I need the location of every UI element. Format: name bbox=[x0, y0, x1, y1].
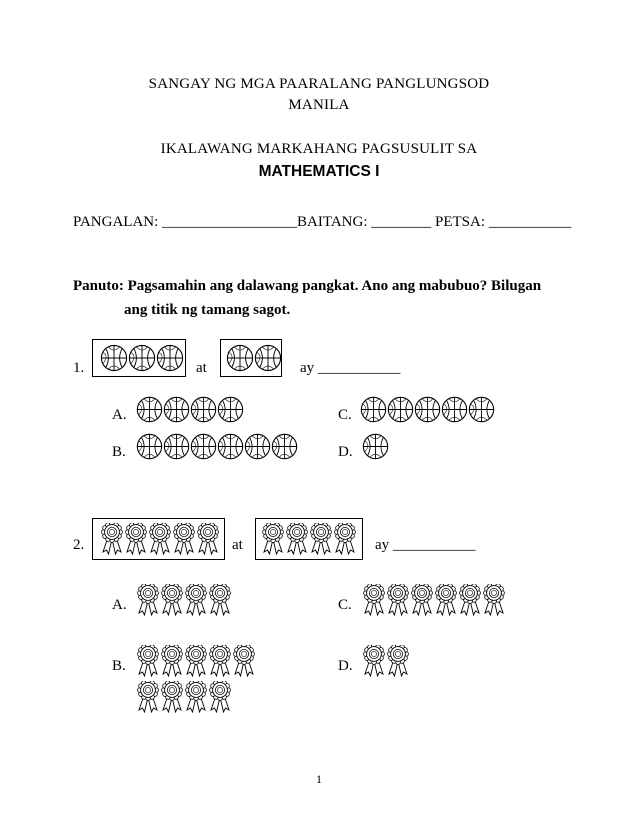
ribbon-award-icon bbox=[362, 584, 386, 616]
ribbon-award-icon bbox=[208, 645, 232, 677]
question-number: 2. bbox=[73, 537, 85, 553]
ribbon-award-icon bbox=[362, 645, 386, 677]
basketball-icon bbox=[226, 344, 254, 372]
basketball-icon bbox=[128, 344, 156, 372]
ribbon-award-icon bbox=[196, 523, 220, 555]
ribbon-award-icon bbox=[386, 645, 410, 677]
basketball-icon bbox=[254, 344, 282, 372]
ribbon-award-icon bbox=[309, 523, 333, 555]
group-icons bbox=[100, 344, 184, 372]
choice-letter[interactable]: B. bbox=[112, 658, 126, 674]
choice-letter[interactable]: C. bbox=[338, 407, 352, 423]
basketball-icon bbox=[441, 396, 468, 423]
answer-blank: ay ___________ bbox=[300, 360, 401, 376]
ribbon-award-icon bbox=[160, 681, 184, 713]
instructions-text: Pagsamahin ang dalawang pangkat. Ano ang mabubuo? Bilugan bbox=[127, 278, 542, 294]
basketball-icon bbox=[163, 396, 190, 423]
choice-letter[interactable]: D. bbox=[338, 444, 353, 460]
ribbon-award-icon bbox=[136, 681, 160, 713]
basketball-icon bbox=[468, 396, 495, 423]
basketball-icon bbox=[244, 433, 271, 460]
basketball-icon bbox=[156, 344, 184, 372]
choice-letter[interactable]: A. bbox=[112, 407, 127, 423]
ribbon-award-icon bbox=[184, 681, 208, 713]
ribbon-award-icon bbox=[333, 523, 357, 555]
ribbon-award-icon bbox=[172, 523, 196, 555]
ribbon-award-icon bbox=[434, 584, 458, 616]
basketball-icon bbox=[217, 396, 244, 423]
ribbon-award-icon bbox=[124, 523, 148, 555]
instructions-label: Panuto: bbox=[73, 278, 124, 294]
basketball-icon bbox=[387, 396, 414, 423]
choice-letter[interactable]: A. bbox=[112, 597, 127, 613]
group-icons bbox=[100, 523, 220, 555]
ribbon-award-icon bbox=[410, 584, 434, 616]
basketball-icon bbox=[190, 396, 217, 423]
question-number: 1. bbox=[73, 360, 85, 376]
ribbon-award-icon bbox=[261, 523, 285, 555]
basketball-icon bbox=[362, 433, 389, 460]
ribbon-award-icon bbox=[208, 584, 232, 616]
city-title: MANILA bbox=[288, 97, 350, 113]
ribbon-award-icon bbox=[232, 645, 256, 677]
page-number: 1 bbox=[316, 772, 322, 786]
answer-blank: ay ___________ bbox=[375, 537, 476, 553]
ribbon-award-icon bbox=[160, 645, 184, 677]
school-division-title: SANGAY NG MGA PAARALANG PANGLUNGSOD bbox=[148, 76, 490, 92]
subject-title: MATHEMATICS I bbox=[258, 163, 380, 180]
basketball-icon bbox=[136, 433, 163, 460]
basketball-icon bbox=[190, 433, 217, 460]
choice-icons[interactable] bbox=[136, 433, 298, 460]
choice-icons[interactable] bbox=[136, 396, 244, 423]
name-field-label: PANGALAN: __________________ bbox=[73, 214, 298, 230]
ribbon-award-icon bbox=[458, 584, 482, 616]
exam-title: IKALAWANG MARKAHANG PAGSUSULIT SA bbox=[160, 141, 478, 157]
ribbon-award-icon bbox=[100, 523, 124, 555]
ribbon-award-icon bbox=[148, 523, 172, 555]
instructions-line-1 bbox=[73, 278, 541, 295]
basketball-icon bbox=[360, 396, 387, 423]
choice-letter[interactable]: D. bbox=[338, 658, 353, 674]
ribbon-award-icon bbox=[208, 681, 232, 713]
choice-icons[interactable] bbox=[362, 584, 506, 616]
basketball-icon bbox=[271, 433, 298, 460]
ribbon-award-icon bbox=[184, 645, 208, 677]
grade-field-label: BAITANG: ________ bbox=[297, 214, 432, 230]
ribbon-award-icon bbox=[285, 523, 309, 555]
choice-icons[interactable] bbox=[136, 645, 261, 713]
ribbon-award-icon bbox=[160, 584, 184, 616]
date-field-label: PETSA: ___________ bbox=[435, 214, 572, 230]
basketball-icon bbox=[163, 433, 190, 460]
basketball-icon bbox=[217, 433, 244, 460]
choice-icons[interactable] bbox=[360, 396, 495, 423]
conjunction-text: at bbox=[196, 360, 207, 376]
ribbon-award-icon bbox=[386, 584, 410, 616]
ribbon-award-icon bbox=[136, 645, 160, 677]
choice-icons[interactable] bbox=[136, 584, 232, 616]
choice-letter[interactable]: C. bbox=[338, 597, 352, 613]
ribbon-award-icon bbox=[136, 584, 160, 616]
ribbon-award-icon bbox=[184, 584, 208, 616]
basketball-icon bbox=[414, 396, 441, 423]
group-icons bbox=[261, 523, 357, 555]
choice-icons[interactable] bbox=[362, 433, 389, 460]
ribbon-award-icon bbox=[482, 584, 506, 616]
instructions-line-2: ang titik ng tamang sagot. bbox=[124, 302, 291, 318]
choice-letter[interactable]: B. bbox=[112, 444, 126, 460]
choice-icons[interactable] bbox=[362, 645, 410, 677]
basketball-icon bbox=[100, 344, 128, 372]
conjunction-text: at bbox=[232, 537, 243, 553]
group-icons bbox=[226, 344, 282, 372]
basketball-icon bbox=[136, 396, 163, 423]
student-info-line bbox=[73, 214, 571, 231]
